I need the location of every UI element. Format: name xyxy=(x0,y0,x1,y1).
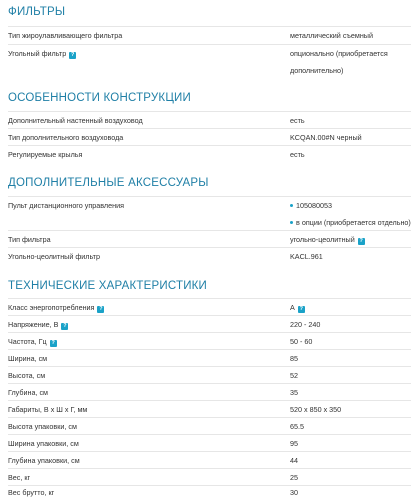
spec-value: металлический съемный xyxy=(290,31,373,40)
spec-label: Тип дополнительного воздуховода xyxy=(8,133,124,142)
spec-label-text: Частота, Гц xyxy=(8,337,47,346)
spec-value: 220 - 240 xyxy=(290,320,321,329)
spec-label: Ширина, см xyxy=(8,354,48,363)
spec-value-text: 105080053 xyxy=(296,201,332,210)
section-title-filters: ФИЛЬТРЫ xyxy=(8,6,66,18)
spec-value-text: в опции (приобретается отдельно) xyxy=(296,218,411,227)
spec-label: Вес брутто, кг xyxy=(8,488,55,497)
spec-label: Высота упаковки, см xyxy=(8,422,77,431)
separator xyxy=(8,349,411,350)
spec-label-text: Напряжение, В xyxy=(8,320,59,329)
spec-label xyxy=(8,45,76,62)
spec-value-continued xyxy=(290,214,411,231)
question-mark-icon[interactable]: ? xyxy=(359,238,363,244)
spec-value xyxy=(290,231,365,248)
spec-label-text: Угольный фильтр xyxy=(8,49,67,58)
spec-value: KACL.961 xyxy=(290,252,323,261)
spec-value: 25 xyxy=(290,473,298,482)
spec-label-text: Класс энергопотребления xyxy=(8,303,95,312)
spec-value: 95 xyxy=(290,439,298,448)
spec-value-text: A xyxy=(290,303,295,312)
spec-value: есть xyxy=(290,150,305,159)
spec-value: 30 xyxy=(290,488,298,497)
separator xyxy=(8,468,411,469)
spec-label: Регулируемые крылья xyxy=(8,150,83,159)
separator xyxy=(8,366,411,367)
spec-value: есть xyxy=(290,116,305,125)
spec-label: Угольно-цеолитный фильтр xyxy=(8,252,100,261)
spec-value: 52 xyxy=(290,371,298,380)
spec-value: 35 xyxy=(290,388,298,397)
question-mark-icon[interactable]: ? xyxy=(99,306,103,312)
separator xyxy=(8,332,411,333)
spec-label xyxy=(8,316,68,333)
spec-label: Глубина упаковки, см xyxy=(8,456,80,465)
bullet-icon xyxy=(290,221,293,224)
spec-label: Ширина упаковки, см xyxy=(8,439,79,448)
spec-label: Тип фильтра xyxy=(8,235,51,244)
spec-label: Габариты, В х Ш х Г, мм xyxy=(8,405,88,414)
spec-value xyxy=(290,299,305,316)
spec-label: Вес, кг xyxy=(8,473,31,482)
spec-label xyxy=(8,299,104,316)
separator xyxy=(8,485,411,486)
question-mark-icon[interactable]: ? xyxy=(51,340,55,346)
spec-label: Глубина, см xyxy=(8,388,48,397)
spec-value: 50 - 60 xyxy=(290,337,313,346)
spec-label: Дополнительный настенный воздуховод xyxy=(8,116,143,125)
spec-value: 520 x 850 x 350 xyxy=(290,405,342,414)
section-title-accessories: ДОПОЛНИТЕЛЬНЫЕ АКСЕССУАРЫ xyxy=(8,177,209,189)
spec-value xyxy=(290,197,332,214)
spec-value: 85 xyxy=(290,354,298,363)
question-mark-icon[interactable]: ? xyxy=(299,306,303,312)
spec-label: Пульт дистанционного управления xyxy=(8,201,124,210)
spec-label: Тип жироулавливающего фильтра xyxy=(8,31,123,40)
question-mark-icon[interactable]: ? xyxy=(63,323,67,329)
bullet-icon xyxy=(290,204,293,207)
spec-value: 65.5 xyxy=(290,422,304,431)
question-mark-icon[interactable]: ? xyxy=(71,52,75,58)
spec-value-continued: дополнительно) xyxy=(290,66,344,75)
section-title-design: ОСОБЕННОСТИ КОНСТРУКЦИИ xyxy=(8,92,191,104)
spec-value-text: угольно-цеолитный xyxy=(290,235,355,244)
spec-value: опционально (приобретается xyxy=(290,49,388,58)
spec-value: 44 xyxy=(290,456,298,465)
section-title-specs: ТЕХНИЧЕСКИЕ ХАРАКТЕРИСТИКИ xyxy=(8,280,208,292)
separator xyxy=(8,383,411,384)
spec-value: KCQAN.00#N черный xyxy=(290,133,362,142)
spec-label: Высота, см xyxy=(8,371,46,380)
spec-label xyxy=(8,333,57,350)
